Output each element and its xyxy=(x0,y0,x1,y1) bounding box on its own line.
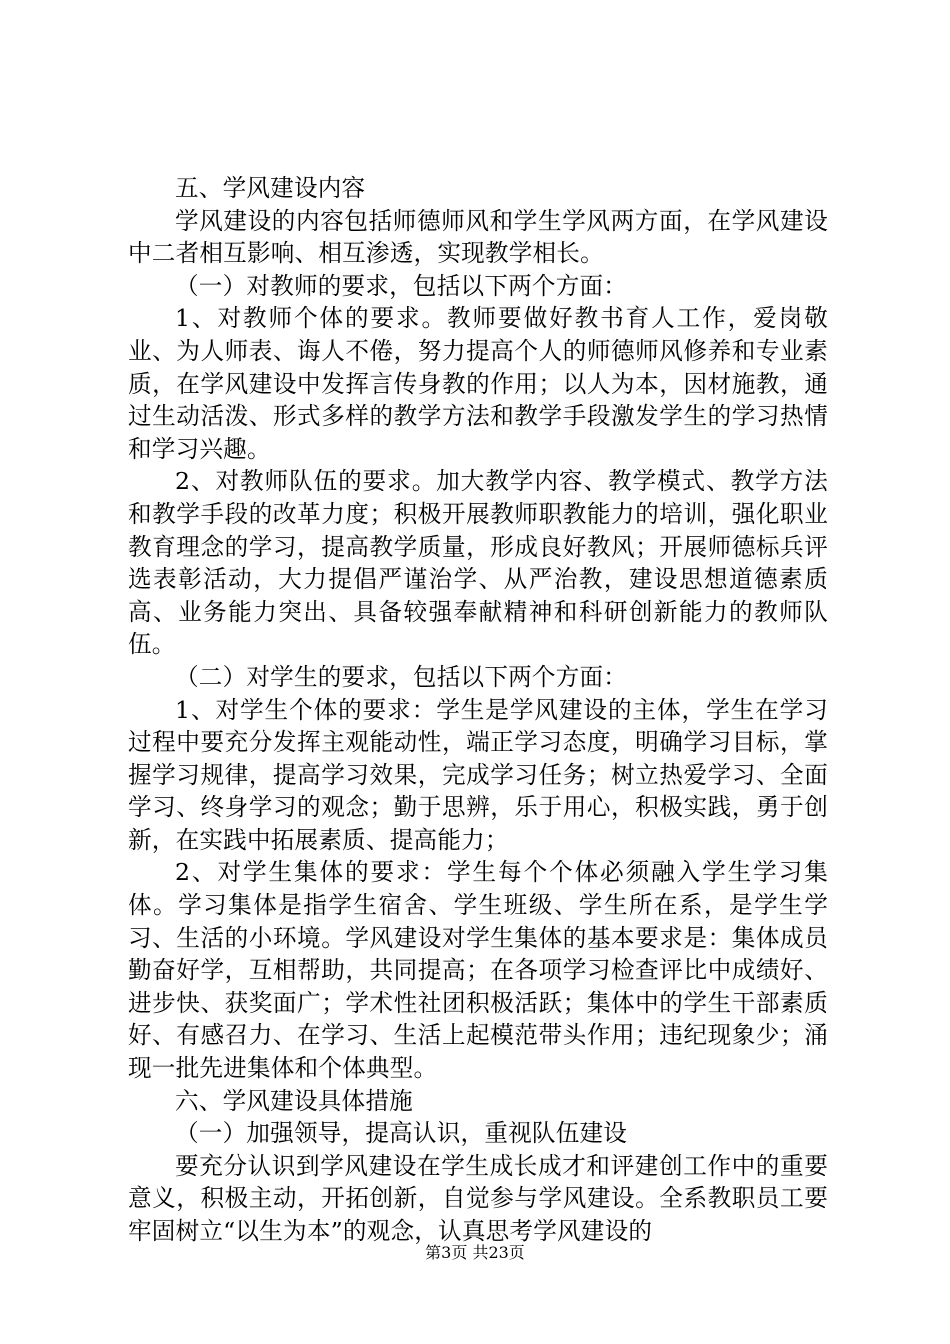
subsection-heading-students: （二）对学生的要求，包括以下两个方面： xyxy=(175,662,628,691)
paragraph: 学风建设的内容包括师德师风和学生学风两方面，在学风建设中二者相互影响、相互渗透，实现教学相长。 xyxy=(128,206,828,268)
paragraph: 2、对学生集体的要求：学生每个个体必须融入学生学习集体。学习集体是指学生宿舍、学生班级、学生所在系，是学生学习、生活的小环境。学风建设对学生集体的基本要求是：集体成员勤奋好学，互相帮助，共同提高；在各项学习检查评比中成绩好、进步快、获奖面广；学术性社团积极活跃；集体中的学生干部素质好、有感召力、在学习、生活上起模范带头作用；违纪现象少；涌现一批先进集体和个体典型。 xyxy=(128,858,828,1083)
paragraph: 要充分认识到学风建设在学生成长成才和评建创工作中的重要意义，积极主动，开拓创新，自觉参与学风建设。全系教职员工要牢固树立“以生为本”的观念，认真思考学风建设的 xyxy=(128,1151,828,1245)
paragraph: 1、对学生个体的要求：学生是学风建设的主体，学生在学习过程中要充分发挥主观能动性，端正学习态度，明确学习目标，掌握学习规律，提高学习效果，完成学习任务；树立热爱学习、全面学习、终身学习的观念；勤于思辨，乐于用心，积极实践，勇于创新，在实践中拓展素质、提高能力； xyxy=(128,695,828,854)
paragraph: 2、对教师队伍的要求。加大教学内容、教学模式、教学方法和教学手段的改革力度；积极开展教师职教能力的培训，强化职业教育理念的学习，提高教学质量，形成良好教风；开展师德标兵评选表彰活动，大力提倡严谨治学、从严治教，建设思想道德素质高、业务能力突出、具备较强奉献精神和科研创新能力的教师队伍。 xyxy=(128,467,828,659)
paragraph: 1、对教师个体的要求。教师要做好教书育人工作，爱岗敬业、为人师表、诲人不倦，努力提高个人的师德师风修养和专业素质，在学风建设中发挥言传身教的作用；以人为本，因材施教，通过生动活泼、形式多样的教学方法和教学手段激发学生的学习热情和学习兴趣。 xyxy=(128,304,828,463)
document-body xyxy=(128,172,828,1248)
section-heading-5: 五、学风建设内容 xyxy=(175,174,366,202)
subsection-heading-teachers: （一）对教师的要求，包括以下两个方面： xyxy=(175,271,628,300)
section-heading-6: 六、学风建设具体措施 xyxy=(175,1086,413,1115)
subsection-heading-leadership: （一）加强领导，提高认识，重视队伍建设 xyxy=(175,1119,628,1148)
page-number-footer: 第3页 共23页 xyxy=(425,1243,525,1262)
